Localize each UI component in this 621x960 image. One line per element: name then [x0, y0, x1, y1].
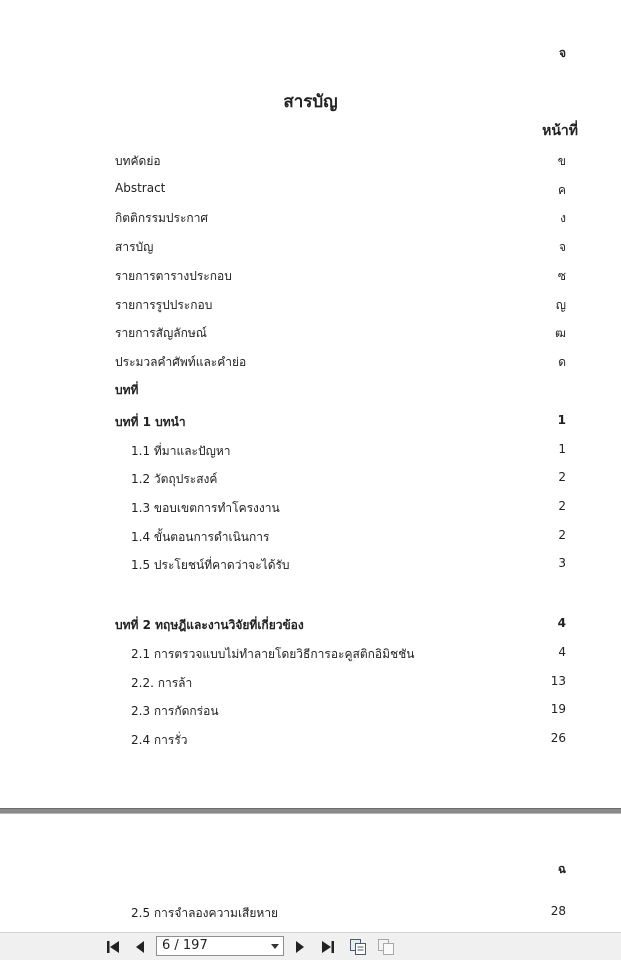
toc-entry: [115, 353, 566, 371]
toc-section-page: 4: [558, 645, 566, 659]
toc-section: [115, 528, 566, 546]
viewer-toolbar: [0, 932, 621, 960]
page-indicator: 6 / 197: [162, 938, 208, 953]
toc-section-page: 28: [550, 904, 566, 918]
page-number: จ: [558, 46, 566, 60]
document-page-2: [0, 814, 621, 932]
toc-entry-label: รายการสัญลักษณ์: [115, 326, 207, 340]
toc-entry-page: ข: [557, 154, 566, 168]
toc-entry: [115, 181, 566, 199]
toc-section-page: 3: [558, 556, 566, 570]
toc-section: [115, 470, 566, 488]
toc-entry-page: ด: [558, 355, 566, 369]
pages-button[interactable]: [375, 936, 397, 958]
toc-entry-label: รายการรูปประกอบ: [115, 298, 213, 312]
chapter-heading: [115, 381, 566, 399]
page-column-header: หน้าที่: [542, 123, 578, 139]
toc-entry-page: จ: [558, 240, 566, 254]
toc-chapter-2: [115, 616, 566, 634]
toc-section-page: 2: [558, 499, 566, 513]
toc-section: [115, 499, 566, 517]
toc-entry: [115, 152, 566, 170]
toc-section-label: 2.1 การตรวจแบบไม่ทำลายโดยวิธีการอะคูสติกอิมิชชัน: [131, 647, 415, 661]
chapter-heading-label: บทที่: [115, 383, 139, 397]
toc-chapter-label: บทที่ 1 บทนำ: [115, 415, 186, 429]
pages-icon: [377, 938, 395, 956]
last-page-icon: [320, 939, 336, 955]
toc-entry-page: ซ: [557, 269, 566, 283]
toc-entry-label: กิตติกรรมประกาศ: [115, 211, 209, 225]
toc-chapter-1: [115, 413, 566, 431]
toc-entry-label: รายการตารางประกอบ: [115, 269, 232, 283]
toc-section-label: 2.3 การกัดกร่อน: [131, 704, 219, 718]
toc-section-page: 2: [558, 470, 566, 484]
toc-section: [115, 645, 566, 663]
toc-entry: [115, 296, 566, 314]
toc-section-page: 26: [550, 731, 566, 745]
toc-entry-page: ค: [557, 183, 566, 197]
toc-section-page: 19: [550, 702, 566, 716]
toc-title: สารบัญ: [283, 92, 338, 112]
toc-section-page: 13: [550, 674, 566, 688]
toc-chapter-page: 1: [557, 413, 566, 427]
toc-section-label: 1.1 ที่มาและปัญหา: [131, 444, 231, 458]
next-page-button[interactable]: [291, 936, 309, 958]
toc-section-label: 1.2 วัตถุประสงค์: [131, 472, 218, 486]
toc-section-label: 2.4 การรั่ว: [131, 733, 188, 747]
toc-section-label: 2.5 การจำลองความเสียหาย: [131, 906, 279, 920]
toc-entry: [115, 238, 566, 256]
toc-entry-label: สารบัญ: [115, 240, 154, 254]
toc-section-label: 1.5 ประโยชน์ที่คาดว่าจะได้รับ: [131, 558, 290, 572]
toc-entry-label: Abstract: [115, 181, 166, 195]
toc-entry-label: บทคัดย่อ: [115, 154, 161, 168]
toc-entry: [115, 209, 566, 227]
toc-chapter-label: บทที่ 2 ทฤษฎีและงานวิจัยที่เกี่ยวข้อง: [115, 618, 304, 632]
next-page-icon: [293, 939, 307, 955]
view-mode-button[interactable]: [347, 936, 369, 958]
toc-section: [115, 731, 566, 749]
page-select[interactable]: [156, 936, 284, 956]
toc-section-page: 2: [558, 528, 566, 542]
toc-chapter-page: 4: [557, 616, 566, 630]
view-mode-icon: [349, 938, 367, 956]
toc-section-label: 2.2. การล้า: [131, 676, 193, 690]
toc-section-page: 1: [558, 442, 566, 456]
prev-page-icon: [133, 939, 147, 955]
last-page-button[interactable]: [318, 936, 338, 958]
toc-section: [115, 702, 566, 720]
chevron-down-icon: [271, 944, 279, 949]
toc-section: [115, 904, 566, 922]
toc-entry-page: ญ: [555, 298, 566, 312]
first-page-icon: [105, 939, 121, 955]
toc-entry-page: ฒ: [555, 326, 566, 340]
page-number: ฉ: [557, 862, 566, 876]
toc-entry: [115, 324, 566, 342]
prev-page-button[interactable]: [131, 936, 149, 958]
toc-entry-label: ประมวลคำศัพท์และคำย่อ: [115, 355, 247, 369]
first-page-button[interactable]: [103, 936, 123, 958]
toc-entry-page: ง: [560, 211, 566, 225]
toc-entry: [115, 267, 566, 285]
toc-section-label: 1.4 ขั้นตอนการดำเนินการ: [131, 530, 270, 544]
toc-section-label: 1.3 ขอบเขตการทำโครงงาน: [131, 501, 280, 515]
toc-section: [115, 442, 566, 460]
toc-section: [115, 674, 566, 692]
toc-section: [115, 556, 566, 574]
